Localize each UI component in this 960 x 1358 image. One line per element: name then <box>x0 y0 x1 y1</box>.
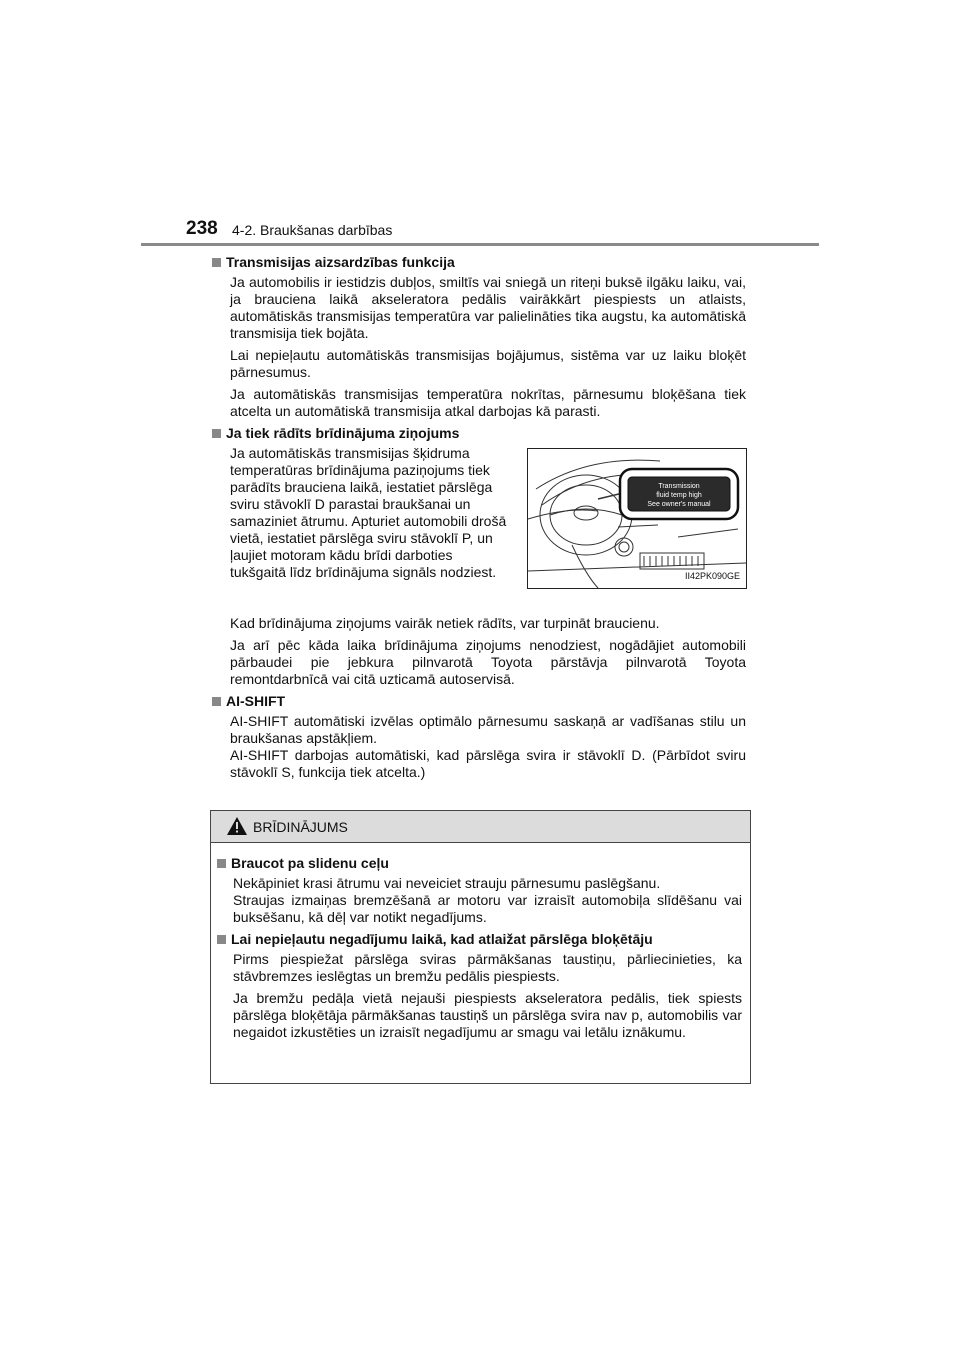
paragraph: Lai nepieļautu automātiskās transmisijas bojājumus, sistēma var uz laiku bloķēt pārnesumus. <box>230 347 746 380</box>
header-rule <box>141 243 819 246</box>
dashboard-message-line-1: Transmission <box>658 483 700 490</box>
warning-header <box>211 811 750 843</box>
paragraph: Straujas izmaiņas bremzēšanā ar motoru var izraisīt automobiļa slīdēšanu vai buksēšanu, kā dēļ var notikt negadījums. <box>233 892 742 925</box>
warning-message-row <box>212 445 746 611</box>
paragraph: Ja automātiskās transmisijas šķidruma temperatūras brīdinājuma paziņojums tiek parādīts brauciena laikā, iestatiet pārslēga sviru stāvoklī D parastai braukšanai un samaziniet ātrumu. Apturiet automobili drošā vietā, iestatiet pārslēga sviru stāvoklī P, un ļaujiet motoram kādu brīdi darboties tukšgaitā līdz brīdinājuma signāls nodziest. <box>230 445 507 580</box>
paragraph: Ja bremžu pedāļa vietā nejauši piespiests akseleratora pedālis, tiek spiests pārslēga bloķētāja pārmākšanas taustiņš un pārslēga svira nav p, automobilis var negaidot izkustēties un izraisīt negadījumu ar smagu vai letālu iznākumu. <box>233 990 742 1040</box>
dashboard-message-line-3: See owner's manual <box>647 501 711 508</box>
square-bullet-icon <box>212 697 221 706</box>
warning-title: BRĪDINĀJUMS <box>253 819 348 835</box>
dashboard-illustration <box>527 448 747 589</box>
square-bullet-icon <box>212 258 221 267</box>
warning-body <box>211 843 750 1041</box>
figure-code: II42PK090GE <box>684 571 740 581</box>
warning-triangle-icon <box>227 817 247 835</box>
dashboard-message-line-2: fluid temp high <box>656 492 702 499</box>
main-content <box>212 254 746 786</box>
paragraph: AI-SHIFT darbojas automātiski, kad pārslēga svira ir stāvoklī D. (Pārbīdot sviru stāvoklī S, funkcija tiek atcelta.) <box>230 747 746 780</box>
warning-item-heading-slippery-road: Braucot pa slidenu ceļu <box>217 855 742 872</box>
paragraph: Kad brīdinājuma ziņojums vairāk netiek rādīts, var turpināt braucienu. <box>230 615 660 631</box>
paragraph: Ja automātiskās transmisijas temperatūra nokrītas, pārnesumu bloķēšana tiek atcelta un automātiskā transmisija atkal darbojas kā parasti. <box>230 386 746 419</box>
paragraph: Ja arī pēc kāda laika brīdinājuma ziņojums nenodziest, nogādājiet automobili pārbaudei pie jebkura pilnvarotā Toyota pārstāvja pilnvarotā Toyota remontdarbnīcā vai citā uzticamā autoservisā. <box>230 637 746 687</box>
section-title: 4-2. Braukšanas darbības <box>232 222 393 238</box>
section-heading-ai-shift: AI-SHIFT <box>212 693 746 710</box>
section-heading-warning-message: Ja tiek rādīts brīdinājuma ziņojums <box>212 425 746 442</box>
page-number: 238 <box>186 218 218 239</box>
warning-item-heading-shift-lock: Lai nepieļautu negadījumu laikā, kad atlaižat pārslēga bloķētāju <box>217 931 742 948</box>
paragraph: AI-SHIFT automātiski izvēlas optimālo pārnesumu saskaņā ar vadīšanas stilu un braukšanas apstākļiem. <box>230 713 746 746</box>
paragraph: Ja automobilis ir iestidzis dubļos, smiltīs vai sniegā un riteņi buksē ilgāku laiku, vai, ja brauciena laikā akseleratora pedālis vairākkārt piespiests un atlaists, automātiskās transmisijas temperatūra var palielināties tika augstu, ka automātiskā transmisija tiek bojāta. <box>230 274 746 341</box>
square-bullet-icon <box>212 429 221 438</box>
paragraph: Pirms piespiežat pārslēga sviras pārmākšanas taustiņu, pārliecinieties, ka stāvbremzes ieslēgtas un bremžu pedālis piespiests. <box>233 951 742 984</box>
section-heading-transmission-protection: Transmisijas aizsardzības funkcija <box>212 254 746 271</box>
warning-box <box>210 810 751 1084</box>
square-bullet-icon <box>217 859 226 868</box>
square-bullet-icon <box>217 935 226 944</box>
paragraph: Nekāpiniet krasi ātrumu vai neveiciet strauju pārnesumu paslēgšanu. <box>233 875 661 891</box>
